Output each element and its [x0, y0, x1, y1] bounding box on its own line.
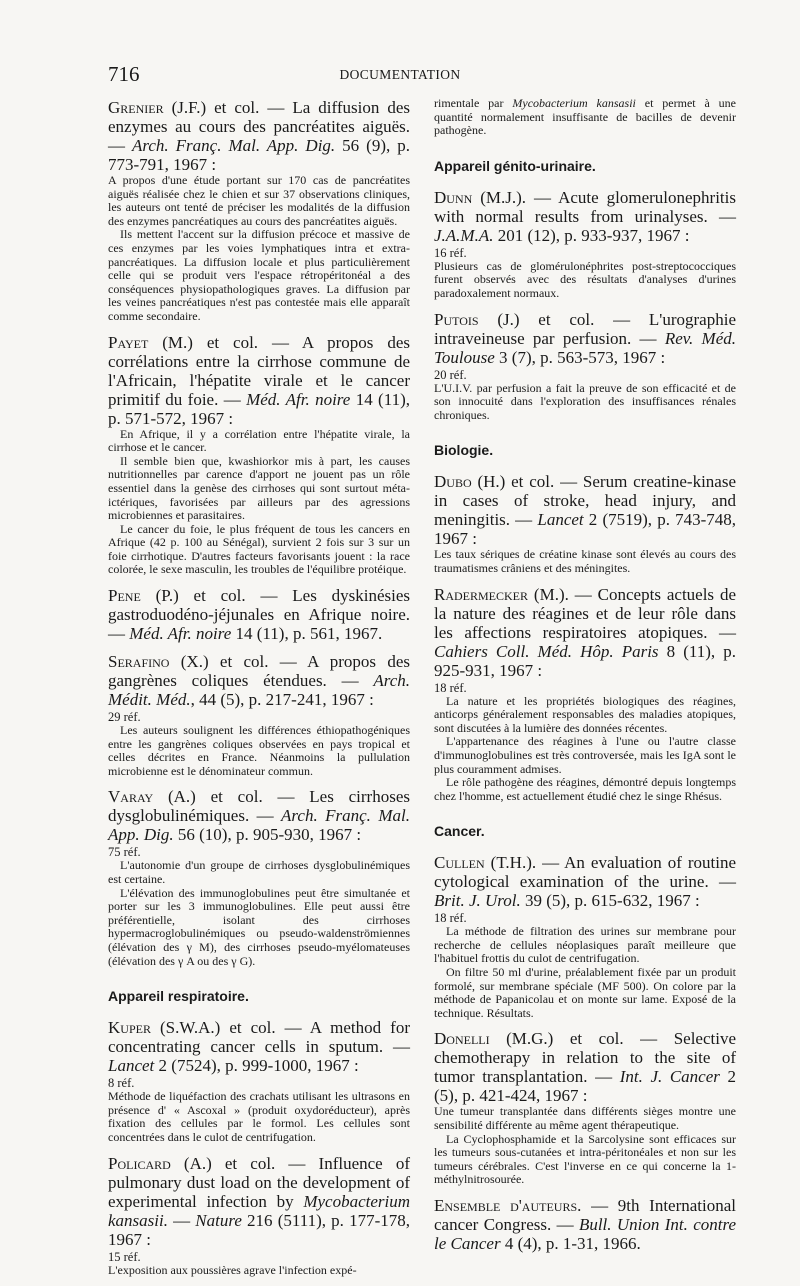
abstract-paragraph: Une tumeur transplantée dans différents sièges montre une sensibilité différente au même agent thérapeutique. [434, 1104, 736, 1133]
author-name: Policard [108, 1153, 171, 1173]
author-name: Radermecker [434, 584, 529, 604]
journal-title: Brit. J. Urol. [434, 891, 521, 911]
abstract-paragraph: On filtre 50 ml d'urine, préalablement fixée par un produit formolé, sur membrane spéciale (MF 500). On colore par la méthode de Papanicolau et on monte sur lame. Exposé de la technique. Résultats. [434, 965, 736, 1020]
author-name: Dunn [434, 187, 473, 207]
journal-title: Méd. Afr. noire [246, 389, 351, 409]
abstract-paragraph: Les taux sériques de créatine kinase sont élevés au cours des traumatismes crâniens et des méningites. [434, 547, 736, 575]
reference-count: 18 réf. [434, 911, 467, 926]
citation: Grenier (J.F.) et col. — La diffusion des enzymes au cours des pancréatites aiguës. — Arch. Franç. Mal. App. Dig. 56 (9), p. 773-791, 1967 : [108, 98, 410, 174]
bib-entry-payet [108, 333, 410, 578]
abstract-paragraph: A propos d'une étude portant sur 170 cas de pancréatites aiguës réalisée chez le chien et sur 37 observations cliniques, les auteurs ont tenté de préciser les modalités de la diffusion des enzymes pancréatiques au cours des pancréatites aiguës. [108, 173, 410, 228]
bib-entry-policard [108, 1154, 410, 1278]
abstract-paragraph: Le cancer du foie, le plus fréquent de tous les cancers en Afrique (42 p. 100 au Sénégal), survient 2 fois sur 3 sur un foie cirrhotique. D'autres facteurs favorisants jouent : la race colorée, le sexe masculin, les troubles de l'équilibre protéique. [108, 521, 410, 577]
reference-count: 16 réf. [434, 245, 467, 260]
abstract-paragraph: La méthode de filtration des urines sur membrane pour recherche de cellules néoplasiques paraît meilleure que l'habituel frottis du culot de centrifugation. [434, 924, 736, 966]
journal-title: Int. J. Cancer [619, 1067, 720, 1087]
citation: Cullen (T.H.). — An evaluation of routine cytological examination of the urine. — Brit. J. Urol. 39 (5), p. 615-632, 1967 : [434, 853, 736, 911]
author-name: Varay [108, 787, 154, 807]
left-column [108, 98, 410, 1286]
abstract-paragraph: L'exposition aux poussières agrave l'infection expé- [108, 1262, 357, 1277]
reference-count: 29 réf. [108, 710, 141, 725]
bib-entry-grenier [108, 98, 410, 324]
citation: Donelli (M.G.) et col. — Selective chemotherapy in relation to the site of tumor transplantation. — Int. J. Cancer 2 (5), p. 421-424, 1967 : [434, 1029, 736, 1106]
section-heading-cancer: Cancer. [434, 823, 485, 840]
bib-entry-cullen [434, 853, 736, 1020]
section-heading-respiratoire: Appareil respiratoire. [108, 988, 249, 1005]
bib-entry-serafino [108, 652, 410, 778]
citation: Policard (A.) et col. — Influence of pulmonary dust load on the development of experimental infection by Mycobacterium kansasii. — Nature 216 (5111), p. 177-178, 1967 : [108, 1153, 410, 1249]
abstract-paragraph: La Cyclophosphamide et la Sarcolysine sont efficaces sur les tumeurs sous-cutanées et intra-péritonéales et non sur les tumeurs cérébrales. C'est l'inverse en ce qui concerne la 1-méthylnitrosourée. [434, 1131, 736, 1187]
species-name: Mycobacterium kansasii [512, 96, 636, 110]
right-column [434, 97, 736, 1262]
abstract-paragraph: Ils mettent l'accent sur la diffusion précoce et massive de ces enzymes par les voies lymphatiques intra et extra-pancréatiques. La diffusion locale et plus particulièrement celle qui se produit vers l'espace rétropéritonéal a des conséquences physiopathologiques graves. La diffusion par les veines pancréatiques n'est pas contestée mais elle apparaît comme secondaire. [108, 227, 410, 323]
bib-entry-donelli [434, 1029, 736, 1187]
abstract-paragraph: L'U.I.V. par perfusion a fait la preuve de son efficacité et de son innocuité dans l'exploration des insuffisances rénales chroniques. [434, 380, 736, 422]
abstract-paragraph: Il semble bien que, kwashiorkor mis à part, les causes nutritionnelles par carence d'apport ne jouent pas un rôle essentiel dans la genèse des cirrhoses qui sont surtout méta-ictériques, favorisées par ailleurs par des agressions microbiennes et parasitaires. [108, 453, 410, 523]
author-name: Grenier [108, 98, 164, 117]
citation: Serafino (X.) et col. — A propos des gangrènes coliques étendues. — Arch. Médit. Méd., 44 (5), p. 217-241, 1967 : [108, 652, 410, 710]
reference-count: 18 réf. [434, 680, 467, 695]
author-name: Donelli [434, 1029, 490, 1049]
reference-count: 8 réf. [108, 1076, 135, 1091]
journal-title: J.A.M.A. [434, 225, 494, 245]
author-name: Serafino [108, 652, 170, 672]
bib-entry-dubo [434, 472, 736, 575]
bib-entry-kuper [108, 1018, 410, 1144]
journal-title: Nature [195, 1210, 242, 1230]
bib-entry-ensemble [434, 1196, 736, 1253]
journal-title: Lancet [108, 1056, 155, 1076]
journal-title: Arch. Médit. Méd. [108, 671, 410, 710]
author-name: Payet [108, 332, 149, 352]
abstract-paragraph: Méthode de liquéfaction des crachats utilisant les ultrasons en présence d' « Ascoxal » (produit oxydoréducteur), après fixation des cellules par le formol. Les cellules sont concentrées dans le culot de centrifugation. [108, 1089, 410, 1144]
reference-count: 15 réf. [108, 1249, 141, 1264]
gamma-symbol: γ [177, 953, 184, 968]
author-name: Putois [434, 309, 479, 329]
abstract-paragraph: L'autonomie d'un groupe de cirrhoses dysglobulinémiques est certaine. [108, 858, 410, 887]
abstract-paragraph: La nature et les propriétés biologiques des réagines, anticorps généralement responsables des maladies atopiques, sont discutées à la lumière des données récentes. [434, 693, 736, 735]
reference-count: 20 réf. [434, 367, 467, 382]
gamma-symbol: γ [186, 940, 192, 954]
page-number: 716 [108, 62, 140, 86]
author-name: Cullen [434, 853, 485, 873]
running-title: DOCUMENTATION [339, 67, 461, 82]
citation: Dunn (M.J.). — Acute glomerulonephritis with normal results from urinalyses. — J.A.M.A. 201 (12), p. 933-937, 1967 : [434, 187, 736, 245]
bib-entry-varay [108, 787, 410, 968]
citation: Pene (P.) et col. — Les dyskinésies gastroduodéno-jéjunales en Afrique noire. — Méd. Afr. noire 14 (11), p. 561, 1967. [108, 586, 410, 644]
bib-entry-pene [108, 586, 410, 643]
section-heading-biologie: Biologie. [434, 442, 494, 459]
abstract-paragraph: L'appartenance des réagines à l'une ou l'autre classe d'immunoglobulines est très controversée, mais les IgA sont le plus couramment admises. [434, 734, 736, 776]
citation: Putois (J.) et col. — L'urographie intraveineuse par perfusion. — Rev. Méd. Toulouse 3 (7), p. 563-573, 1967 : [434, 309, 737, 367]
journal-title: Rev. Méd. Toulouse [434, 328, 737, 367]
section-heading-genito-urinaire: Appareil génito-urinaire. [434, 157, 596, 174]
journal-title: Arch. Franç. Mal. App. Dig. [132, 136, 336, 155]
bib-entry-dunn [434, 188, 736, 301]
citation: Dubo (H.) et col. — Serum creatine-kinase in cases of stroke, head injury, and meningitis. — Lancet 2 (7519), p. 743-748, 1967 : [434, 472, 737, 549]
abstract-paragraph: L'élévation des immunoglobulines peut être simultanée et porter sur les 3 immunoglobulines. Elle peut aussi être préférentielle, isolant des cirrhoses hypermacroglobulinémiques ou pseudo-waldenströmiennes (élévation des γ M), des cirrhoses pseudo-myélomateuses (élévation des γ A ou des γ G). [108, 885, 410, 968]
journal-title: Méd. Afr. noire [129, 624, 232, 644]
citation: Kuper (S.W.A.) et col. — A method for concentrating cancer cells in sputum. — Lancet 2 (7524), p. 999-1000, 1967 : [108, 1018, 410, 1076]
abstract-paragraph: Les auteurs soulignent les différences éthiopathogéniques entre les gangrènes coliques observées en pays tropical et celles décrites en France. Néanmoins la pullulation microbienne est le dénominateur commun. [108, 723, 410, 778]
author-name: Ensemble d'auteurs [434, 1196, 578, 1215]
author-name: Pene [108, 586, 141, 606]
abstract-paragraph: Le rôle pathogène des réagines, démontré depuis longtemps chez l'homme, est actuellement étudié chez le singe Rhésus. [434, 775, 736, 803]
author-name: Dubo [434, 472, 472, 492]
citation: Varay (A.) et col. — Les cirrhoses dysglobulinémiques. — Arch. Franç. Mal. App. Dig. 56 (10), p. 905-930, 1967 : [108, 787, 410, 845]
journal-title: Cahiers Coll. Méd. Hôp. Paris [434, 641, 659, 661]
citation: Payet (M.) et col. — A propos des corrélations entre la cirrhose commune de l'Africain, l'hépatite virale et le cancer primitif du foie. — Méd. Afr. noire 14 (11), p. 571-572, 1967 : [108, 332, 410, 428]
reference-count: 75 réf. [108, 845, 141, 860]
abstract-continuation: rimentale par Mycobacterium kansasii et permet à une quantité normalement insuffisante de bacilles de devenir pathogène. [434, 96, 736, 138]
abstract-paragraph: En Afrique, il y a corrélation entre l'hépatite virale, la cirrhose et le cancer. [108, 426, 410, 455]
citation: Ensemble d'auteurs. — 9th International cancer Congress. — Bull. Union Int. contre le Cancer 4 (4), p. 1-31, 1966. [434, 1196, 737, 1253]
journal-title: Arch. Franç. Mal. App. Dig. [108, 806, 410, 845]
citation: Radermecker (M.). — Concepts actuels de la nature des réagines et de leur rôle dans les affections respiratoires atopiques. — Cahiers Coll. Méd. Hôp. Paris 8 (11), p. 925-931, 1967 : [434, 584, 736, 680]
gamma-symbol: γ [231, 953, 237, 968]
bib-entry-putois [434, 310, 736, 423]
journal-title: Lancet [537, 510, 584, 530]
author-name: Kuper [108, 1018, 151, 1038]
abstract-paragraph: Plusieurs cas de glomérulonéphrites post-streptococciques furent observés avec des résultats d'analyses d'urines paradoxalement normaux. [434, 258, 736, 300]
bib-entry-radermecker [434, 585, 736, 804]
species-name: Mycobacterium kansasii. [108, 1191, 410, 1230]
journal-title: Bull. Union Int. contre le Cancer [434, 1215, 737, 1253]
